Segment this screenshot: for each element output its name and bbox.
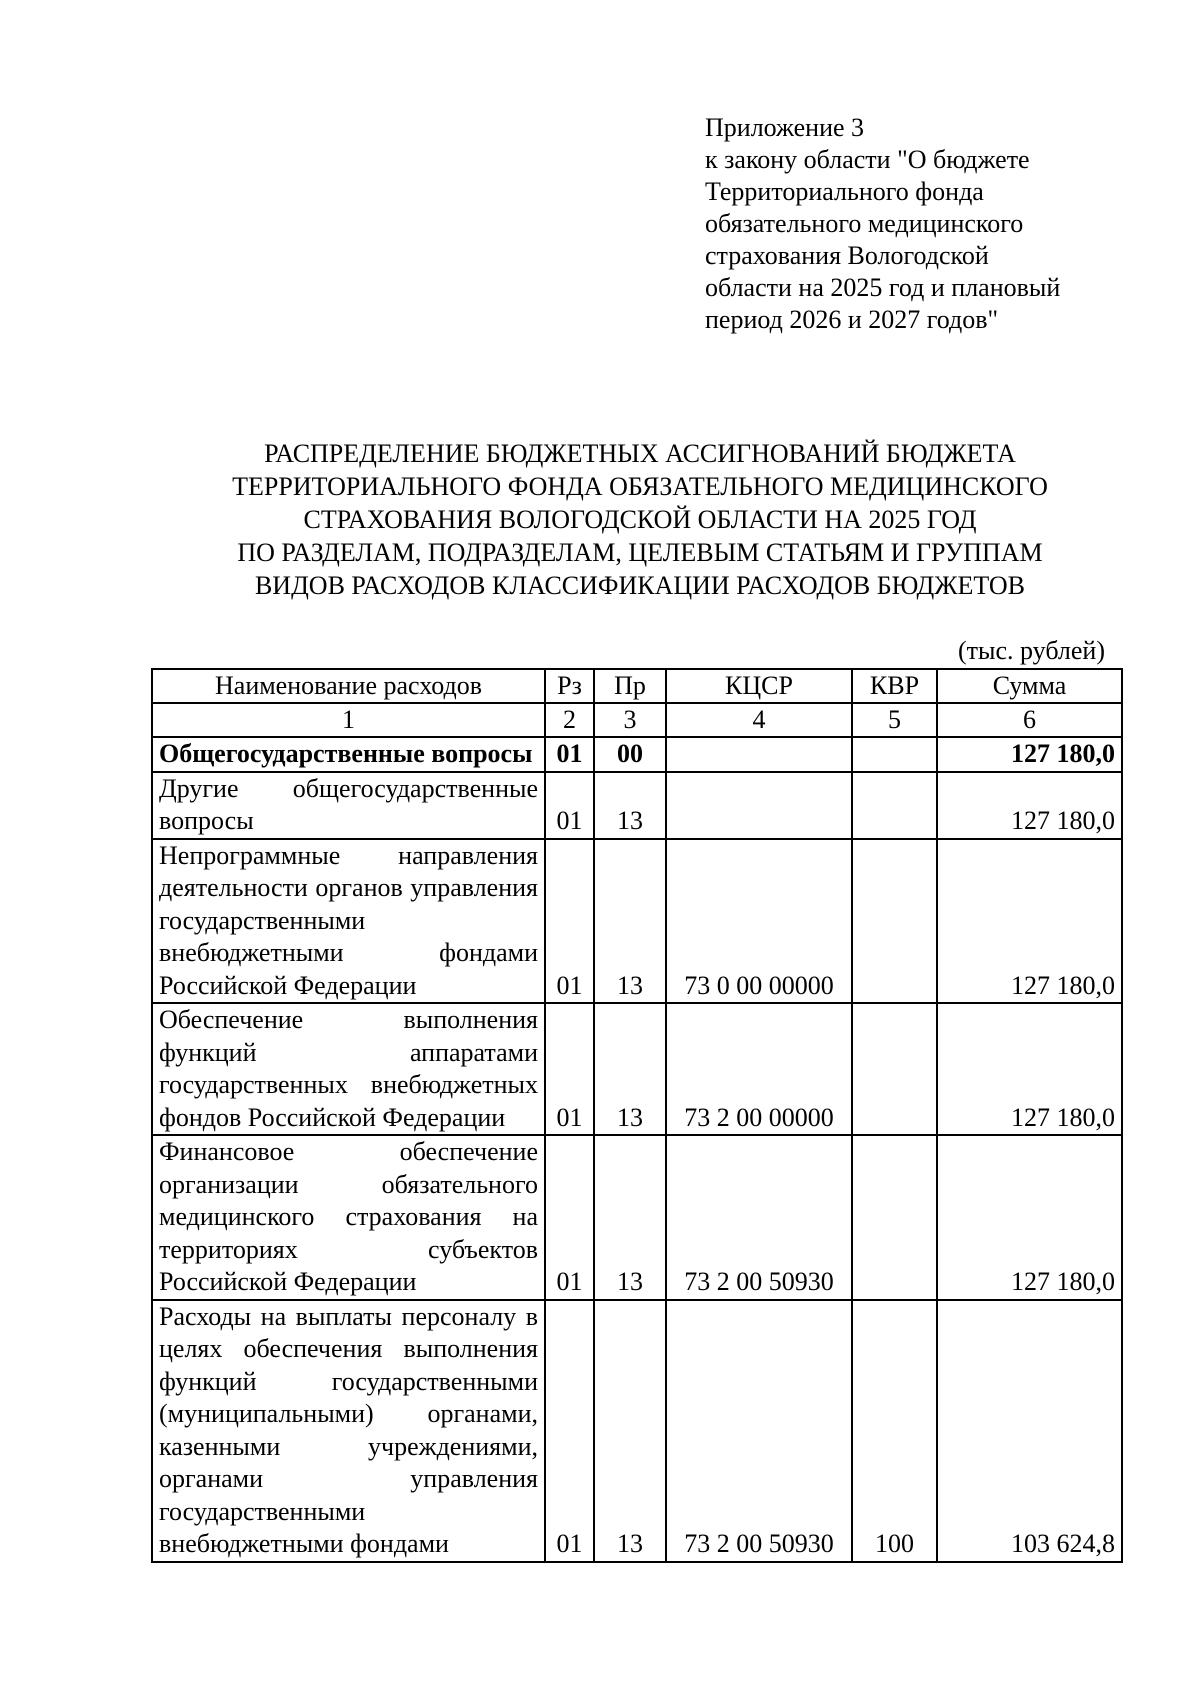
title-line: РАСПРЕДЕЛЕНИЕ БЮДЖЕТНЫХ АССИГНОВАНИЙ БЮДЖЕТА (264, 439, 1016, 468)
row-rz: 01 (545, 1300, 594, 1562)
title-line: ПО РАЗДЕЛАМ, ПОДРАЗДЕЛАМ, ЦЕЛЕВЫМ СТАТЬЯМ И ГРУППАМ (237, 538, 1043, 567)
title-line: ВИДОВ РАСХОДОВ КЛАССИФИКАЦИИ РАСХОДОВ БЮДЖЕТОВ (254, 571, 1026, 600)
row-rz: 01 (545, 772, 594, 839)
row-kcsr: 73 0 00 00000 (666, 839, 852, 1004)
column-number-row (152, 703, 1122, 737)
header-kvr: КВР (852, 669, 937, 703)
row-name: Непрограммные направления деятельности органов управления государственными внебюджетными фондами Российской Федерации (152, 839, 545, 1004)
row-sum: 127 180,0 (937, 839, 1122, 1004)
appendix-line: Территориального фонда (705, 177, 984, 206)
row-kvr (852, 1003, 937, 1135)
column-number: 2 (545, 703, 594, 737)
table-row (152, 737, 1122, 772)
table-header-row (152, 669, 1122, 703)
row-sum: 103 624,8 (937, 1300, 1122, 1562)
row-sum: 127 180,0 (937, 1003, 1122, 1135)
row-kvr (852, 839, 937, 1004)
row-rz: 01 (545, 1003, 594, 1135)
row-pr: 13 (594, 1003, 666, 1135)
appendix-line: период 2026 и 2027 годов" (705, 305, 999, 334)
units-label: (тыс. рублей) (957, 636, 1105, 665)
table-row (152, 1003, 1122, 1135)
column-number: 6 (937, 703, 1122, 737)
row-kcsr: 73 2 00 50930 (666, 1135, 852, 1300)
budget-table (151, 668, 1123, 1563)
row-sum: 127 180,0 (937, 1135, 1122, 1300)
appendix-note (705, 112, 1125, 336)
row-pr: 13 (594, 839, 666, 1004)
header-kcsr: КЦСР (666, 669, 852, 703)
title-line: СТРАХОВАНИЯ ВОЛОГОДСКОЙ ОБЛАСТИ НА 2025 ГОД (303, 505, 977, 534)
row-rz: 01 (545, 737, 594, 772)
appendix-line: к закону области "О бюджете (705, 145, 1030, 174)
row-pr: 13 (594, 1135, 666, 1300)
table-row (152, 839, 1122, 1004)
row-pr: 13 (594, 772, 666, 839)
appendix-line: обязательного медицинского (705, 209, 1024, 238)
row-kvr (852, 772, 937, 839)
row-kvr (852, 1135, 937, 1300)
appendix-line: области на 2025 год и плановый (705, 273, 1061, 302)
row-rz: 01 (545, 1135, 594, 1300)
header-pr: Пр (594, 669, 666, 703)
row-name: Обеспечение выполнения функций аппаратами государственных внебюджетных фондов Российской Федерации (152, 1003, 545, 1135)
row-name: Общегосударственные вопросы (152, 737, 545, 772)
row-sum: 127 180,0 (937, 772, 1122, 839)
column-number: 5 (852, 703, 937, 737)
row-pr: 00 (594, 737, 666, 772)
row-name: Расходы на выплаты персоналу в целях обеспечения выполнения функций государственными (муниципальными) органами, казенными учреждениями, органами управления государственными внебюджетными фондами (152, 1300, 545, 1562)
row-kvr (852, 737, 937, 772)
table-row (152, 772, 1122, 839)
row-kcsr (666, 737, 852, 772)
row-kvr: 100 (852, 1300, 937, 1562)
row-name: Финансовое обеспечение организации обязательного медицинского страхования на территориях субъектов Российской Федерации (152, 1135, 545, 1300)
row-kcsr (666, 772, 852, 839)
row-pr: 13 (594, 1300, 666, 1562)
header-sum: Сумма (937, 669, 1122, 703)
header-rz: Рз (545, 669, 594, 703)
row-name: Другие общегосударственные вопросы (152, 772, 545, 839)
column-number: 4 (666, 703, 852, 737)
row-rz: 01 (545, 839, 594, 1004)
table-row (152, 1135, 1122, 1300)
document-title (150, 437, 1130, 602)
title-line: ТЕРРИТОРИАЛЬНОГО ФОНДА ОБЯЗАТЕЛЬНОГО МЕДИЦИНСКОГО (232, 472, 1048, 501)
column-number: 1 (152, 703, 545, 737)
header-name: Наименование расходов (152, 669, 545, 703)
table-row (152, 1300, 1122, 1562)
column-number: 3 (594, 703, 666, 737)
appendix-line: Приложение 3 (705, 113, 865, 142)
row-kcsr: 73 2 00 50930 (666, 1300, 852, 1562)
appendix-line: страхования Вологодской (705, 241, 989, 270)
row-kcsr: 73 2 00 00000 (666, 1003, 852, 1135)
row-sum: 127 180,0 (937, 737, 1122, 772)
